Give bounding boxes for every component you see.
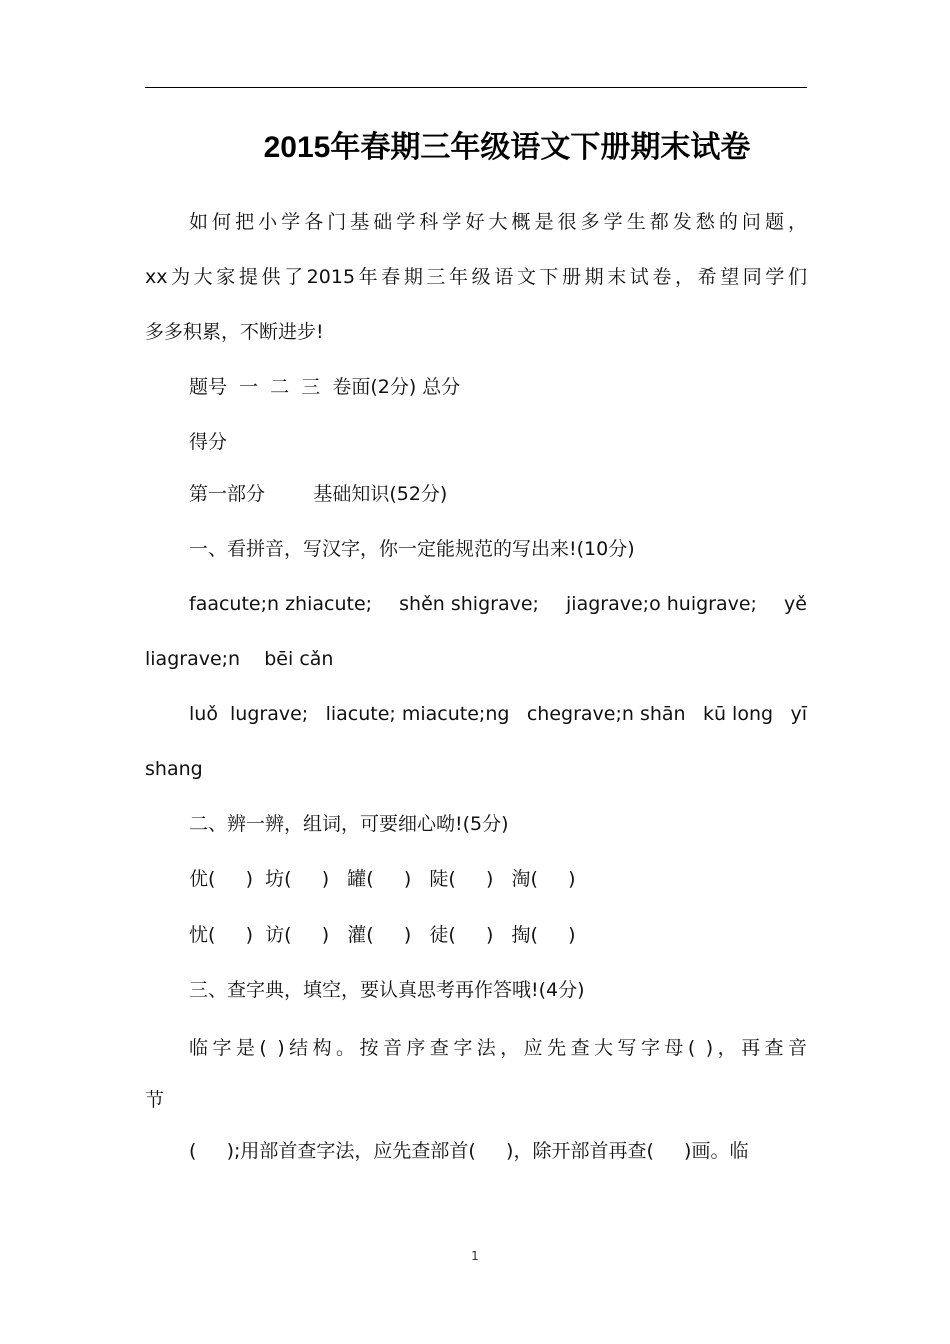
page-number: 1 [471, 1249, 479, 1263]
pinyin-item: chegrave;n shān [526, 703, 686, 725]
score-table-row: 得分 [189, 431, 228, 453]
intro-line-2: xx为大家提供了2015年春期三年级语文下册期末试卷，希望同学们 [145, 266, 807, 288]
part1-heading: 第一部分 基础知识(52分) [189, 483, 448, 505]
intro-line-1: 如何把小学各门基础学科学好大概是很多学生都发愁的问题， [189, 211, 807, 233]
pinyin-item: kū long [702, 703, 774, 725]
q1-pinyin-row-2 [189, 700, 807, 728]
q1-pinyin-row-1-continued: liagrave;n bēi cǎn [145, 648, 334, 670]
q3-heading: 三、查字典，填空，要认真思考再作答哦!(4分) [189, 979, 585, 1001]
pinyin-item: shěn shigrave; [399, 593, 539, 615]
q2-row-1: 优( ) 坊( ) 罐( ) 陡( ) 淘( ) [189, 868, 576, 890]
header-rule [145, 87, 807, 88]
score-table-header: 题号 一 二 三 卷面(2分) 总分 [189, 376, 461, 398]
q1-pinyin-row-2-continued: shang [145, 758, 203, 780]
q2-row-2: 忧( ) 访( ) 灌( ) 徒( ) 掏( ) [189, 924, 576, 946]
q1-pinyin-row-1 [189, 590, 807, 618]
pinyin-item: yī [790, 703, 807, 725]
q3-line-2: ( );用部首查字法，应先查部首( )，除开部首再查( )画。临 [189, 1140, 749, 1162]
q1-heading: 一、看拼音，写汉字，你一定能规范的写出来!(10分) [189, 538, 635, 560]
pinyin-item: luǒ lugrave; [189, 703, 309, 725]
intro-line-3: 多多积累，不断进步! [145, 321, 324, 343]
pinyin-item: yě [784, 593, 807, 615]
document-title: 2015年春期三年级语文下册期末试卷 [263, 131, 751, 164]
pinyin-item: faacute;n zhiacute; [189, 593, 373, 615]
pinyin-item: jiagrave;o huigrave; [566, 593, 757, 615]
q2-heading: 二、辨一辨，组词，可要细心呦!(5分) [189, 813, 509, 835]
pinyin-item: liacute; miacute;ng [325, 703, 510, 725]
q3-line-1-continued: 节 [145, 1089, 165, 1111]
q3-line-1: 临字是( )结构。按音序查字法，应先查大写字母( )，再查音 [189, 1037, 807, 1059]
